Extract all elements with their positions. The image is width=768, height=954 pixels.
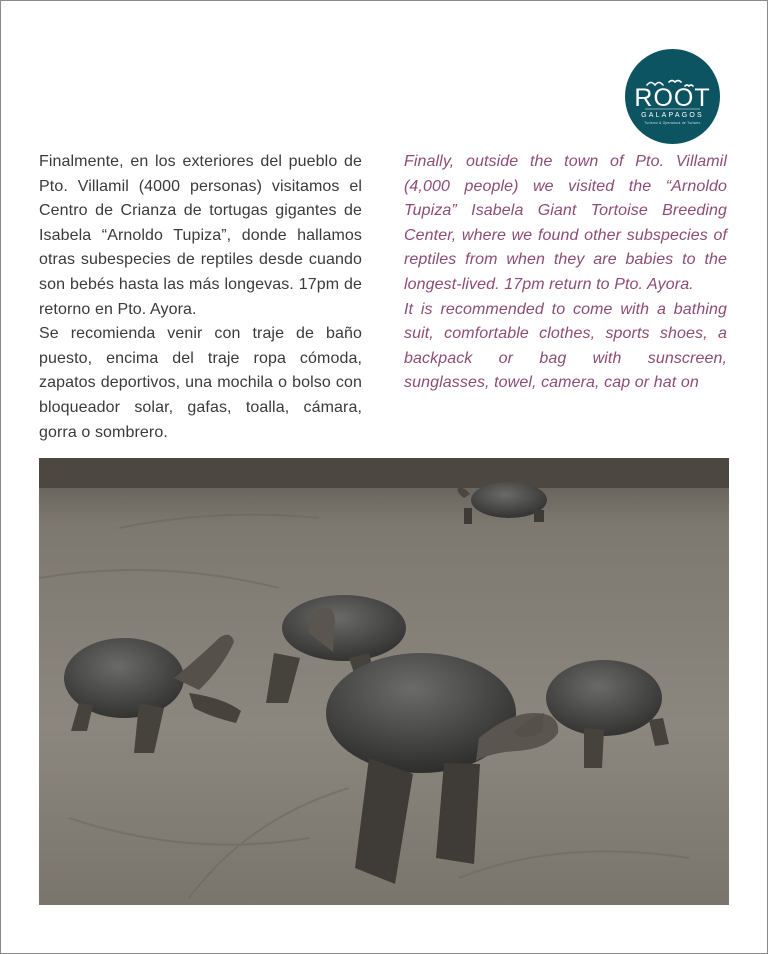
svg-text:Turismo & Operadora de Turismo: Turismo & Operadora de Turismo [644, 121, 701, 125]
english-paragraph-2: It is recommended to come with a bathing suit, comfortable clothes, sports shoes, a backpack or bag with sunscreen, sunglasses, towel, camera, cap or hat on [404, 300, 727, 392]
spanish-paragraph-2: Se recomienda venir con traje de baño puesto, encima del traje ropa cómoda, zapatos deportivos, una mochila o bolso con bloqueador solar, gafas, toalla, cámara, gorra o sombrero. [39, 325, 362, 441]
spanish-text-column [39, 150, 362, 445]
giant-tortoises-photo [39, 458, 729, 905]
root-galapagos-logo [625, 49, 720, 144]
english-text-column [404, 150, 727, 396]
english-paragraph-1: Finally, outside the town of Pto. Villamil (4,000 people) we visited the “Arnoldo Tupiza” Isabela Giant Tortoise Breeding Center, where we found other subspecies of reptiles from when they are babies to the longest-lived. 17pm return to Pto. Ayora. [404, 153, 727, 293]
svg-text:ROOT: ROOT [634, 84, 711, 112]
svg-text:GALAPAGOS: GALAPAGOS [641, 112, 704, 119]
spanish-paragraph-1: Finalmente, en los exteriores del pueblo de Pto. Villamil (4000 personas) visitamos el Centro de Crianza de tortugas gigantes de Isabela “Arnoldo Tupiza”, donde hallamos otras subespecies de reptiles desde cuando son bebés hasta las más longevas. 17pm de retorno en Pto. Ayora. [39, 153, 362, 318]
